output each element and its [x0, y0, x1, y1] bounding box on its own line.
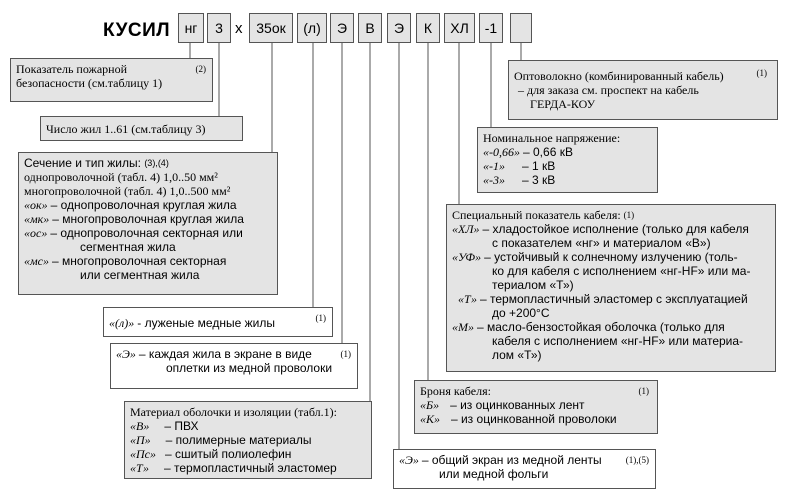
tinned-footnote: (1): [315, 313, 326, 323]
section-ms-cont: или сегментная жила: [80, 268, 200, 282]
sheath-p: «П» – полимерные материалы: [130, 433, 312, 447]
code-cell-armor: К: [416, 13, 440, 43]
special-m: «М» – масло-бензостойкая оболочка (только для: [452, 320, 725, 334]
code-cell-count: 3: [207, 13, 231, 43]
fiber-box: [508, 60, 778, 120]
common-screen-line2: или медной фольги: [439, 467, 549, 481]
section-box: [18, 152, 278, 295]
section-multi: многопроволочной (табл. 4) 1,0..500 мм²: [24, 184, 231, 198]
tinned-text: «(л)» - луженые медные жилы: [109, 316, 275, 330]
screen-each-line1: «Э» – каждая жила в экране в виде: [116, 347, 312, 361]
sheath-ps: «Пс» – сшитый полиолефин: [130, 447, 292, 461]
section-ok: «ок» – однопроволочная круглая жила: [24, 198, 237, 212]
armor-k: «К» – из оцинкованной проволоки: [420, 412, 617, 426]
fiber-line1: Оптоволокно (комбинированный кабель): [514, 69, 724, 83]
screen-each-footnote: (1): [340, 349, 351, 359]
core-count-text: Число жил 1..61 (см.таблицу 3): [46, 122, 206, 136]
code-cell-common-screen: Э: [387, 13, 411, 43]
armor-footnote: (1): [638, 386, 649, 396]
fiber-line2: – для заказа см. проспект на кабель: [518, 83, 699, 97]
special-t: «Т» – термопластичный эластомер с эксплуатацией: [458, 292, 748, 306]
voltage-1: «-1» – 1 кВ: [483, 159, 556, 173]
screen-each-line2: оплетки из медной проволоки: [166, 361, 333, 375]
sheath-t: «Т» – термопластичный эластомер: [130, 461, 337, 475]
tinned-box: [103, 307, 333, 337]
code-cell-screen-each: Э: [330, 13, 354, 43]
special-uf-cont2: териалом «Т»): [492, 278, 574, 292]
code-cell-voltage: -1: [479, 13, 503, 43]
section-os-cont: сегментная жила: [80, 240, 176, 254]
fire-footnote: (2): [195, 64, 206, 74]
code-cell-fiber: [510, 13, 532, 43]
special-hl: «ХЛ» – хладостойкое исполнение (только для кабеля: [452, 222, 749, 236]
special-footnote: (1): [623, 210, 635, 220]
code-cell-ng: нг: [178, 13, 204, 43]
common-screen-line1: «Э» – общий экран из медной ленты: [399, 453, 602, 467]
code-cell-tinned: (л): [297, 13, 327, 43]
voltage-heading: Номинальное напряжение:: [483, 131, 621, 145]
voltage-box: [477, 127, 658, 193]
section-footnote: (3),(4): [144, 158, 169, 168]
fire-safety-box: [10, 58, 213, 102]
fire-line2: безопасности (см.таблицу 1): [16, 76, 163, 90]
special-uf-cont1: ко для кабеля с исполнением «нг-HF» или ма-: [492, 264, 751, 278]
special-t-cont: до +200°С: [492, 306, 550, 320]
special-m-cont2: лом «Т»): [492, 348, 542, 362]
special-heading: Специальный показатель кабеля: $^{(1)}$: [452, 208, 635, 222]
brand-title: КУСИЛ: [103, 20, 171, 41]
multiplier-sign: x: [235, 20, 243, 37]
sheath-v: «В» – ПВХ: [130, 419, 199, 433]
section-os: «ос» – однопроволочная секторная или: [24, 226, 243, 240]
common-screen-box: [393, 449, 656, 489]
voltage-066: «-0,66» – 0,66 кВ: [483, 145, 573, 159]
section-single: однопроволочной (табл. 4) 1,0..50 мм²: [24, 170, 218, 184]
code-cell-section: 35ок: [249, 13, 293, 43]
voltage-3: «-3» – 3 кВ: [483, 173, 556, 187]
fiber-line3: ГЕРДА-КОУ: [530, 97, 596, 111]
armor-heading: Броня кабеля:: [420, 384, 491, 398]
fiber-footnote: (1): [756, 68, 767, 78]
code-cell-sheath: В: [358, 13, 382, 43]
section-heading: Сечение и тип жилы: $^{(3),(4)}$: [24, 156, 169, 170]
section-ms: «мс» – многопроволочная секторная: [24, 254, 227, 268]
section-mk: «мк» – многопроволочная круглая жила: [24, 212, 244, 226]
fire-line1: Показатель пожарной: [16, 62, 128, 76]
armor-box: [414, 380, 658, 434]
special-box: [446, 204, 776, 372]
armor-b: «Б» – из оцинкованных лент: [420, 398, 585, 412]
common-screen-footnote: (1),(5): [625, 455, 649, 465]
special-m-cont1: кабеля с исполнением «нг-HF» или материа-: [492, 334, 744, 348]
special-hl-cont: с показателем «нг» и материалом «В»): [492, 236, 711, 250]
code-cell-special: ХЛ: [444, 13, 475, 43]
special-uf: «УФ» – устойчивый к солнечному излучению (толь-: [452, 250, 738, 264]
screen-each-box: [110, 343, 358, 389]
sheath-box: [124, 401, 372, 479]
core-count-box: [40, 116, 243, 141]
sheath-heading: Материал оболочки и изоляции (табл.1):: [130, 405, 337, 419]
